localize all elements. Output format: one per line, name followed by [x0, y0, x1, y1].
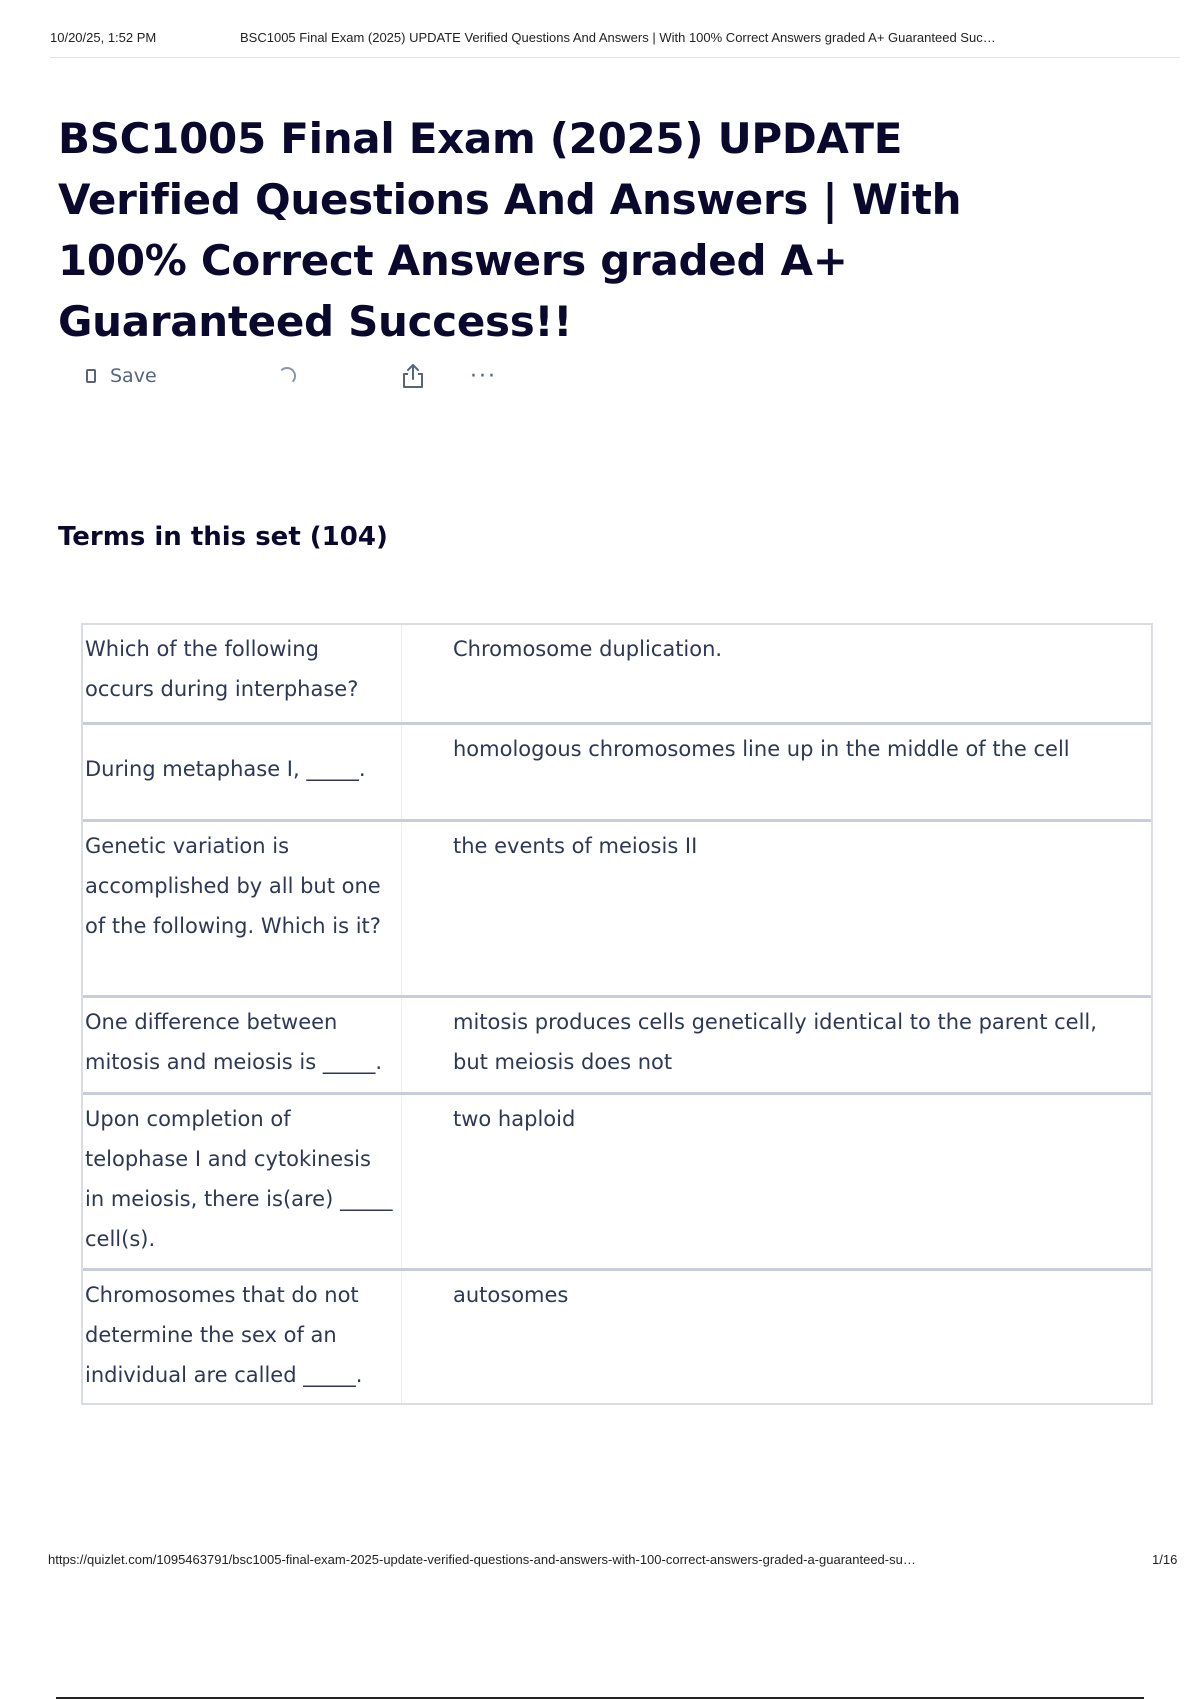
spinner-icon	[278, 367, 296, 385]
table-row	[83, 1268, 1151, 1403]
share-button[interactable]	[400, 358, 426, 394]
more-options-button[interactable]	[470, 358, 497, 394]
save-button[interactable]	[86, 358, 157, 394]
term-question: Genetic variation is accomplished by all but one of the following. Which is it?	[83, 822, 402, 995]
table-row	[83, 722, 1151, 819]
header-divider	[50, 57, 1180, 58]
bookmark-icon	[86, 369, 96, 383]
page-title: BSC1005 Final Exam (2025) UPDATE Verified Questions And Answers | With 100% Correct Answers graded A+ Guaranteed Success!!	[58, 114, 962, 346]
bottom-divider	[56, 1697, 1144, 1699]
terms-table	[81, 623, 1153, 1405]
term-answer: the events of meiosis II	[453, 834, 698, 858]
page-number: 1/16	[1152, 1552, 1178, 1567]
term-question: During metaphase I, _____.	[83, 725, 402, 819]
page-url: https://quizlet.com/1095463791/bsc1005-final-exam-2025-update-verified-questions-and-answers-with-100-correct-answers-graded-a-guaranteed-su…	[48, 1552, 916, 1567]
table-row	[83, 1092, 1151, 1268]
term-answer: two haploid	[453, 1107, 576, 1131]
print-page-title: BSC1005 Final Exam (2025) UPDATE Verified Questions And Answers | With 100% Correct Answers graded A+ Guaranteed Suc…	[240, 30, 996, 45]
table-row	[83, 625, 1151, 722]
more-options-icon: ···	[470, 363, 497, 389]
term-question: Upon completion of telophase I and cytokinesis in meiosis, there is(are) _____ cell(s).	[83, 1095, 402, 1268]
terms-heading: Terms in this set (104)	[58, 522, 388, 552]
term-question: One difference between mitosis and meiosis is _____.	[83, 998, 402, 1092]
term-question: Chromosomes that do not determine the sex of an individual are called _____.	[83, 1271, 402, 1403]
print-datetime: 10/20/25, 1:52 PM	[50, 30, 157, 45]
save-label: Save	[110, 365, 157, 387]
loading-indicator	[278, 358, 296, 394]
term-question: Which of the following occurs during interphase?	[83, 625, 402, 722]
term-answer: autosomes	[453, 1283, 569, 1307]
share-icon	[400, 362, 426, 390]
table-row	[83, 995, 1151, 1092]
term-answer: homologous chromosomes line up in the middle of the cell	[453, 737, 1070, 761]
table-row	[83, 819, 1151, 995]
term-answer: mitosis produces cells genetically identical to the parent cell, but meiosis does not	[453, 1010, 1097, 1074]
set-toolbar	[86, 358, 526, 394]
term-answer: Chromosome duplication.	[453, 637, 723, 661]
